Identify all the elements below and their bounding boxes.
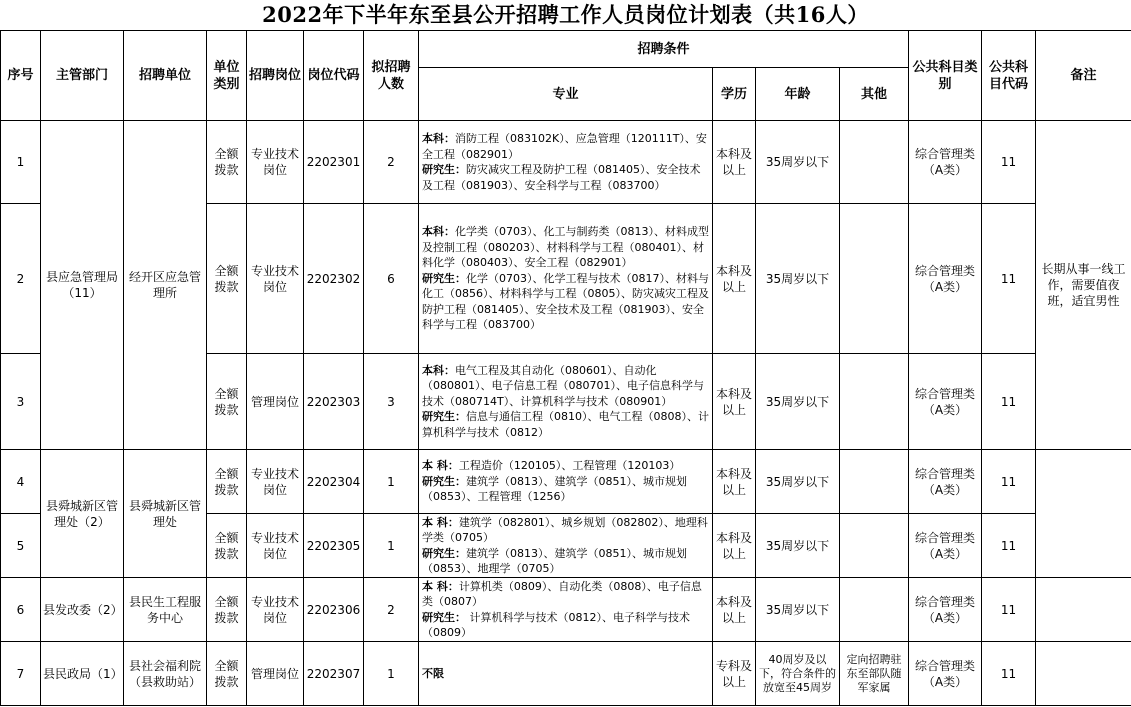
cell-seq: 1 (1, 121, 41, 204)
cell-age: 35周岁以下 (756, 354, 840, 450)
header-subject-type: 公共科目类别 (909, 31, 982, 121)
cell-remark: 长期从事一线工作，需要值夜班，适宜男性 (1036, 121, 1131, 450)
cell-subject-type: 综合管理类（A类） (909, 578, 982, 642)
table-row (1, 121, 1131, 204)
cell-dept: 县舜城新区管理处（2） (41, 450, 124, 578)
cell-dept: 县发改委（2） (41, 578, 124, 642)
table-row (1, 578, 1131, 642)
cell-age: 35周岁以下 (756, 514, 840, 578)
cell-age: 35周岁以下 (756, 450, 840, 514)
cell-unit-type: 全额拨款 (207, 450, 247, 514)
cell-subject-type: 综合管理类（A类） (909, 121, 982, 204)
cell-count: 1 (364, 450, 419, 514)
cell-seq: 2 (1, 204, 41, 354)
cell-code: 2202306 (304, 578, 364, 642)
cell-post: 专业技术岗位 (247, 450, 304, 514)
cell-post: 专业技术岗位 (247, 204, 304, 354)
recruitment-table (0, 30, 1131, 706)
header-other: 其他 (840, 68, 909, 121)
cell-code: 2202301 (304, 121, 364, 204)
cell-unit: 经开区应急管理所 (124, 121, 207, 450)
header-major: 专业 (419, 68, 713, 121)
cell-remark (1036, 450, 1131, 578)
cell-edu: 专科及以上 (713, 642, 756, 706)
cell-edu: 本科及以上 (713, 121, 756, 204)
cell-subject-type: 综合管理类（A类） (909, 642, 982, 706)
header-dept: 主管部门 (41, 31, 124, 121)
cell-other (840, 121, 909, 204)
cell-code: 2202307 (304, 642, 364, 706)
cell-count: 2 (364, 121, 419, 204)
header-remark: 备注 (1036, 31, 1131, 121)
cell-age: 35周岁以下 (756, 204, 840, 354)
cell-subject-code: 11 (982, 204, 1036, 354)
cell-unit-type: 全额拨款 (207, 514, 247, 578)
cell-post: 专业技术岗位 (247, 578, 304, 642)
header-post: 招聘岗位 (247, 31, 304, 121)
cell-post: 管理岗位 (247, 354, 304, 450)
cell-subject-code: 11 (982, 121, 1036, 204)
cell-edu: 本科及以上 (713, 578, 756, 642)
cell-subject-code: 11 (982, 642, 1036, 706)
cell-count: 2 (364, 578, 419, 642)
cell-unit: 县舜城新区管理处 (124, 450, 207, 578)
cell-other (840, 450, 909, 514)
header-unit-type: 单位类别 (207, 31, 247, 121)
cell-seq: 4 (1, 450, 41, 514)
cell-other: 定向招聘驻东至部队随军家属 (840, 642, 909, 706)
cell-other (840, 578, 909, 642)
cell-code: 2202305 (304, 514, 364, 578)
cell-major: 本科：电气工程及其自动化（080601）、自动化（080801）、电子信息工程（080701）、电子信息科学与技术（080714T）、计算机科学与技术（080901） 研究生：信息与通信工程（0810）、电气工程（0808）、计算机科学与技术（0812） (419, 354, 713, 450)
header-unit: 招聘单位 (124, 31, 207, 121)
header-age: 年龄 (756, 68, 840, 121)
cell-other (840, 354, 909, 450)
cell-edu: 本科及以上 (713, 204, 756, 354)
cell-unit: 县民生工程服务中心 (124, 578, 207, 642)
cell-unit-type: 全额拨款 (207, 354, 247, 450)
cell-dept: 县应急管理局（11） (41, 121, 124, 450)
cell-seq: 3 (1, 354, 41, 450)
cell-unit: 县社会福利院（县救助站） (124, 642, 207, 706)
header-seq: 序号 (1, 31, 41, 121)
cell-edu: 本科及以上 (713, 450, 756, 514)
cell-unit-type: 全额拨款 (207, 642, 247, 706)
cell-major: 不限 (419, 642, 713, 706)
header-subject-code: 公共科目代码 (982, 31, 1036, 121)
table-row (1, 450, 1131, 514)
cell-other (840, 514, 909, 578)
cell-major: 本科：化学类（0703）、化工与制药类（0813）、材料成型及控制工程（080203）、材料科学与工程（080401）、材料化学（080403）、安全工程（082901） 研究生：化学（0703）、化学工程与技术（0817）、材料与化工（0856）、材料科学与工程（0805）、防灾减灾工程及防护工程（081405）、安全技术及工程（081903）、安全科学与工程（083700） (419, 204, 713, 354)
cell-subject-type: 综合管理类（A类） (909, 204, 982, 354)
cell-post: 管理岗位 (247, 642, 304, 706)
header-post-code: 岗位代码 (304, 31, 364, 121)
cell-subject-type: 综合管理类（A类） (909, 450, 982, 514)
cell-edu: 本科及以上 (713, 514, 756, 578)
cell-remark (1036, 642, 1131, 706)
cell-count: 3 (364, 354, 419, 450)
cell-code: 2202304 (304, 450, 364, 514)
header-count: 拟招聘人数 (364, 31, 419, 121)
cell-seq: 5 (1, 514, 41, 578)
cell-edu: 本科及以上 (713, 354, 756, 450)
cell-seq: 6 (1, 578, 41, 642)
cell-subject-code: 11 (982, 450, 1036, 514)
table-row (1, 642, 1131, 706)
cell-remark (1036, 578, 1131, 642)
cell-unit-type: 全额拨款 (207, 121, 247, 204)
cell-age: 35周岁以下 (756, 578, 840, 642)
cell-count: 6 (364, 204, 419, 354)
cell-count: 1 (364, 514, 419, 578)
cell-major: 本科：消防工程（083102K）、应急管理（120111T）、安全工程（082901） 研究生：防灾减灾工程及防护工程（081405）、安全技术及工程（081903）、安全科学与工程（083700） (419, 121, 713, 204)
cell-age: 35周岁以下 (756, 121, 840, 204)
cell-post: 专业技术岗位 (247, 121, 304, 204)
cell-unit-type: 全额拨款 (207, 578, 247, 642)
page-title: 2022年下半年东至县公开招聘工作人员岗位计划表（共16人） (262, 2, 869, 27)
cell-unit-type: 全额拨款 (207, 204, 247, 354)
cell-subject-code: 11 (982, 354, 1036, 450)
cell-other (840, 204, 909, 354)
cell-major: 本 科：工程造价（120105）、工程管理（120103） 研究生：建筑学（0813）、建筑学（0851）、城市规划（0853）、工程管理（1256） (419, 450, 713, 514)
cell-dept: 县民政局（1） (41, 642, 124, 706)
cell-code: 2202302 (304, 204, 364, 354)
header-conditions: 招聘条件 (419, 31, 909, 68)
cell-subject-code: 11 (982, 578, 1036, 642)
cell-post: 专业技术岗位 (247, 514, 304, 578)
cell-seq: 7 (1, 642, 41, 706)
header-edu: 学历 (713, 68, 756, 121)
cell-subject-type: 综合管理类（A类） (909, 354, 982, 450)
cell-major: 本 科：计算机类（0809）、自动化类（0808）、电子信息类（0807） 研究生： 计算机科学与技术（0812）、电子科学与技术（0809） (419, 578, 713, 642)
cell-major: 本 科：建筑学（082801）、城乡规划（082802）、地理科学类（0705） 研究生：建筑学（0813）、建筑学（0851）、城市规划（0853）、地理学（0705） (419, 514, 713, 578)
cell-subject-code: 11 (982, 514, 1036, 578)
cell-code: 2202303 (304, 354, 364, 450)
cell-subject-type: 综合管理类（A类） (909, 514, 982, 578)
cell-age: 40周岁及以下，符合条件的放宽至45周岁 (756, 642, 840, 706)
cell-count: 1 (364, 642, 419, 706)
